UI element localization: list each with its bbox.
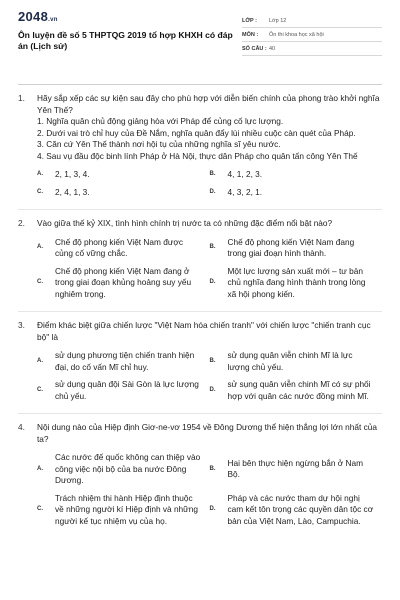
option-text: Một lực lượng sản xuất mới – tư bản chủ nghĩa đang hình thành trong lòng xã hội phong kiến.	[227, 265, 366, 299]
info-value: Lớp 12	[269, 17, 287, 24]
info-row-count	[242, 42, 382, 56]
option-text: Các nước đế quốc không can thiệp vào công việc nội bộ của ba nước Đông Dương.	[55, 452, 201, 485]
question-line: 2. Dưới vai trò chỉ huy của Đề Nắm, nghĩa quân đẩy lùi nhiều cuộc càn quét của Pháp.	[37, 127, 356, 138]
answer-option-b[interactable]	[210, 166, 383, 184]
answer-option-c[interactable]	[37, 184, 210, 202]
answer-option-c[interactable]	[37, 263, 210, 304]
answer-option-a[interactable]	[37, 449, 210, 490]
question-line: 4. Sau vụ đầu độc binh lính Pháp ở Hà Nội, thực dân Pháp cho quân tấn công Yên Thế	[37, 150, 358, 161]
option-text: sử dụng quân đội Sài Gòn là lực lượng chủ yếu.	[55, 379, 199, 401]
info-value: Ôn thi khoa học xã hội	[269, 31, 324, 38]
option-letter: B.	[209, 465, 216, 472]
question-number: 3.	[18, 320, 25, 330]
answer-option-a[interactable]	[37, 234, 210, 263]
option-text: 4, 3, 2, 1.	[227, 186, 263, 197]
exam-title: Ôn luyện đề số 5 THPTQG 2019 tổ hợp KHXH có đáp án (Lịch sử)	[18, 30, 233, 51]
answer-option-a[interactable]	[37, 166, 210, 184]
option-text: 2, 1, 3, 4.	[55, 169, 90, 179]
answer-option-d[interactable]	[210, 490, 383, 531]
question-1	[18, 93, 382, 210]
info-row-subject	[242, 28, 382, 42]
question-4	[18, 422, 382, 530]
question-separator	[18, 311, 382, 312]
info-key: MÔN :	[242, 31, 259, 38]
option-letter: D.	[209, 386, 216, 393]
exam-info-table	[242, 14, 382, 68]
option-text: Chế độ phong kiến Việt Nam được củng cố vững chắc.	[55, 236, 183, 258]
site-logo[interactable]	[18, 10, 233, 27]
option-letter: B.	[209, 357, 216, 364]
answer-option-a[interactable]	[37, 347, 210, 376]
option-letter: A.	[37, 357, 43, 364]
question-3	[18, 320, 382, 414]
info-row-class	[242, 14, 382, 28]
question-stem	[18, 218, 382, 230]
info-key: LỚP :	[242, 17, 257, 24]
question-separator	[18, 413, 382, 414]
logo-text: 2048	[18, 9, 49, 24]
answer-options	[37, 449, 382, 530]
option-text: sử dụng quân viễn chinh Mĩ là lực lượng chủ yếu.	[227, 350, 353, 372]
question-stem	[18, 93, 382, 162]
option-text: sử dụng phương tiện chiến tranh hiện đại, do cố vấn Mĩ chỉ huy.	[55, 350, 195, 372]
question-stem	[18, 422, 382, 445]
question-number: 2.	[18, 218, 25, 228]
option-letter: A.	[37, 171, 43, 177]
option-text: Chế độ phong kiến Việt Nam đang trong giai đoạn hình thành.	[227, 236, 355, 258]
option-letter: C.	[37, 386, 43, 393]
logo-suffix: .vn	[48, 17, 58, 23]
answer-option-d[interactable]	[210, 184, 383, 202]
option-letter: D.	[209, 188, 216, 195]
option-letter: C.	[37, 279, 43, 285]
info-key: SỐ CÂU :	[242, 45, 267, 52]
question-line: 1. Nghĩa quân chủ động giảng hòa với Pháp để củng cố lực lượng.	[37, 116, 284, 126]
header-left	[18, 10, 233, 68]
question-line: Hãy sắp xếp các sự kiện sau đây cho phù hợp với diễn biến chính của phong trào khởi nghĩa Yên Thế?	[37, 93, 380, 115]
option-text: Chế độ phong kiến Việt Nam đang ở trong giai đoạn khủng hoảng suy yếu nghiêm trọng.	[55, 265, 192, 299]
answer-options	[37, 347, 382, 405]
question-2	[18, 218, 382, 312]
question-line: Vào giữa thế kỷ XIX, tình hình chính trị nước ta có những đặc điểm nổi bật nào?	[37, 218, 333, 228]
answer-option-c[interactable]	[37, 490, 210, 531]
answer-option-d[interactable]	[210, 263, 383, 304]
option-letter: D.	[209, 279, 216, 285]
option-letter: B.	[209, 244, 216, 251]
question-stem	[18, 320, 382, 343]
option-text: Pháp và các nước tham dự hội nghị cam kết tôn trọng các quyền dân tộc cơ bản của Việt Nam, Lào, Campuchia.	[227, 492, 374, 526]
option-letter: C.	[37, 506, 43, 512]
option-text: Hai bên thực hiện ngừng bắn ở Nam Bộ.	[227, 457, 364, 480]
info-value: 40	[269, 45, 276, 52]
question-text	[37, 320, 382, 343]
option-letter: D.	[209, 506, 216, 512]
option-text: sử sụng quân viễn chinh Mĩ có sự phối hợp với quân các nước đồng minh Mĩ.	[227, 379, 371, 401]
answer-option-b[interactable]	[210, 449, 383, 490]
question-number: 1.	[18, 93, 25, 103]
question-separator	[18, 209, 382, 210]
option-letter: A.	[37, 465, 43, 472]
question-text	[37, 422, 382, 445]
question-text	[37, 93, 382, 162]
option-text: Trách nhiệm thi hành Hiệp định thuộc về những người kí Hiệp định và những người kế tục nhiệm vụ của họ.	[55, 492, 198, 526]
option-letter: A.	[37, 244, 43, 251]
question-line: Nội dung nào của Hiệp định Giơ-ne-vơ 1954 về Đông Dương thể hiện thắng lợi lớn nhất của ta?	[37, 422, 377, 444]
header-divider	[18, 84, 382, 85]
answer-option-b[interactable]	[210, 234, 383, 263]
exam-header	[18, 10, 382, 68]
answer-option-c[interactable]	[37, 376, 210, 405]
question-line: Điểm khác biệt giữa chiến lược "Việt Nam hóa chiến tranh" với chiến lược "chiến tranh cục bộ" là	[37, 320, 371, 342]
option-letter: C.	[37, 188, 43, 195]
answer-option-b[interactable]	[210, 347, 383, 376]
question-list	[18, 93, 382, 530]
answer-options	[37, 166, 382, 201]
question-text	[37, 218, 382, 230]
question-line: 3. Căn cứ Yên Thế thành nơi hội tụ của những nghĩa sĩ yêu nước.	[37, 139, 281, 149]
option-text: 2, 4, 1, 3.	[55, 186, 90, 197]
option-text: 4, 1, 2, 3.	[227, 169, 263, 179]
option-letter: B.	[209, 171, 216, 177]
question-number: 4.	[18, 422, 25, 432]
answer-options	[37, 234, 382, 304]
answer-option-d[interactable]	[210, 376, 383, 405]
